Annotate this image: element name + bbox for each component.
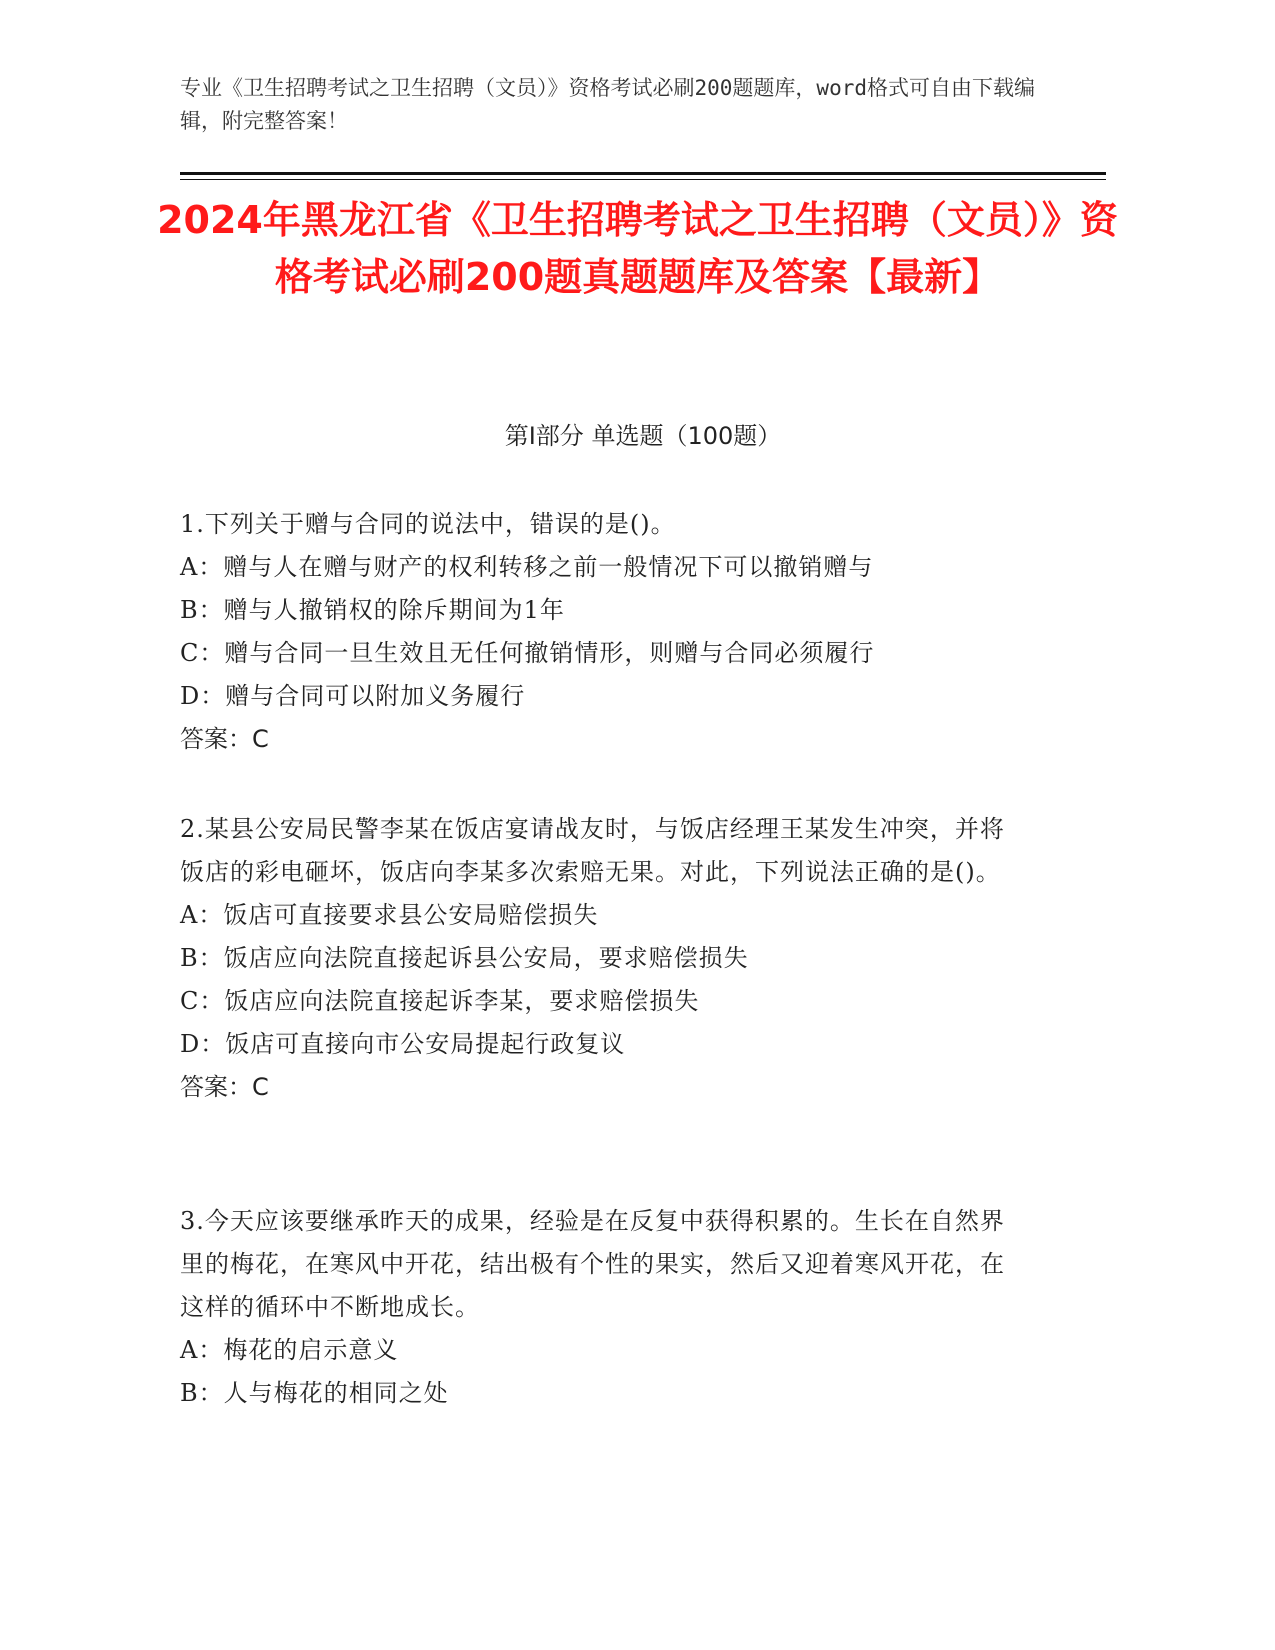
question-text: 1.下列关于赠与合同的说法中，错误的是()。 <box>180 510 676 538</box>
option-b: B：人与梅花的相同之处 <box>180 1379 449 1407</box>
section-heading: 第I部分 单选题（100题） <box>504 422 782 450</box>
header-note: 专业《卫生招聘考试之卫生招聘（文员）》资格考试必刷200题题库，word格式可自由下载编辑，附完整答案！ <box>180 76 1035 133</box>
option-c: C：饭店应向法院直接起诉李某，要求赔偿损失 <box>180 987 700 1015</box>
document-title: 2024年黑龙江省《卫生招聘考试之卫生招聘（文员）》资格考试必刷200题真题题库及答案【最新】 <box>157 198 1118 299</box>
option-b: B：饭店应向法院直接起诉县公安局，要求赔偿损失 <box>180 944 749 972</box>
option-d: D：饭店可直接向市公安局提起行政复议 <box>180 1030 626 1058</box>
option-c: C：赠与合同一旦生效且无任何撤销情形，则赠与合同必须履行 <box>180 639 875 667</box>
answer: 答案：C <box>180 725 269 753</box>
option-b: B：赠与人撤销权的除斥期间为1年 <box>180 596 565 624</box>
question-2 <box>180 808 1025 1109</box>
question-1 <box>180 503 1025 761</box>
option-a: A：梅花的启示意义 <box>180 1336 399 1364</box>
question-text: 3.今天应该要继承昨天的成果，经验是在反复中获得积累的。生长在自然界里的梅花，在寒风中开花，结出极有个性的果实，然后又迎着寒风开花，在这样的循环中不断地成长。 <box>180 1207 1005 1321</box>
option-a: A：赠与人在赠与财产的权利转移之前一般情况下可以撤销赠与 <box>180 553 874 581</box>
header-divider-thin <box>180 179 1106 180</box>
question-text: 2.某县公安局民警李某在饭店宴请战友时，与饭店经理王某发生冲突，并将饭店的彩电砸坏，饭店向李某多次索赔无果。对此，下列说法正确的是()。 <box>180 815 1005 886</box>
header-divider-thick <box>180 172 1106 175</box>
question-3 <box>180 1200 1025 1415</box>
answer: 答案：C <box>180 1073 269 1101</box>
option-d: D：赠与合同可以附加义务履行 <box>180 682 526 710</box>
option-a: A：饭店可直接要求县公安局赔偿损失 <box>180 901 599 929</box>
